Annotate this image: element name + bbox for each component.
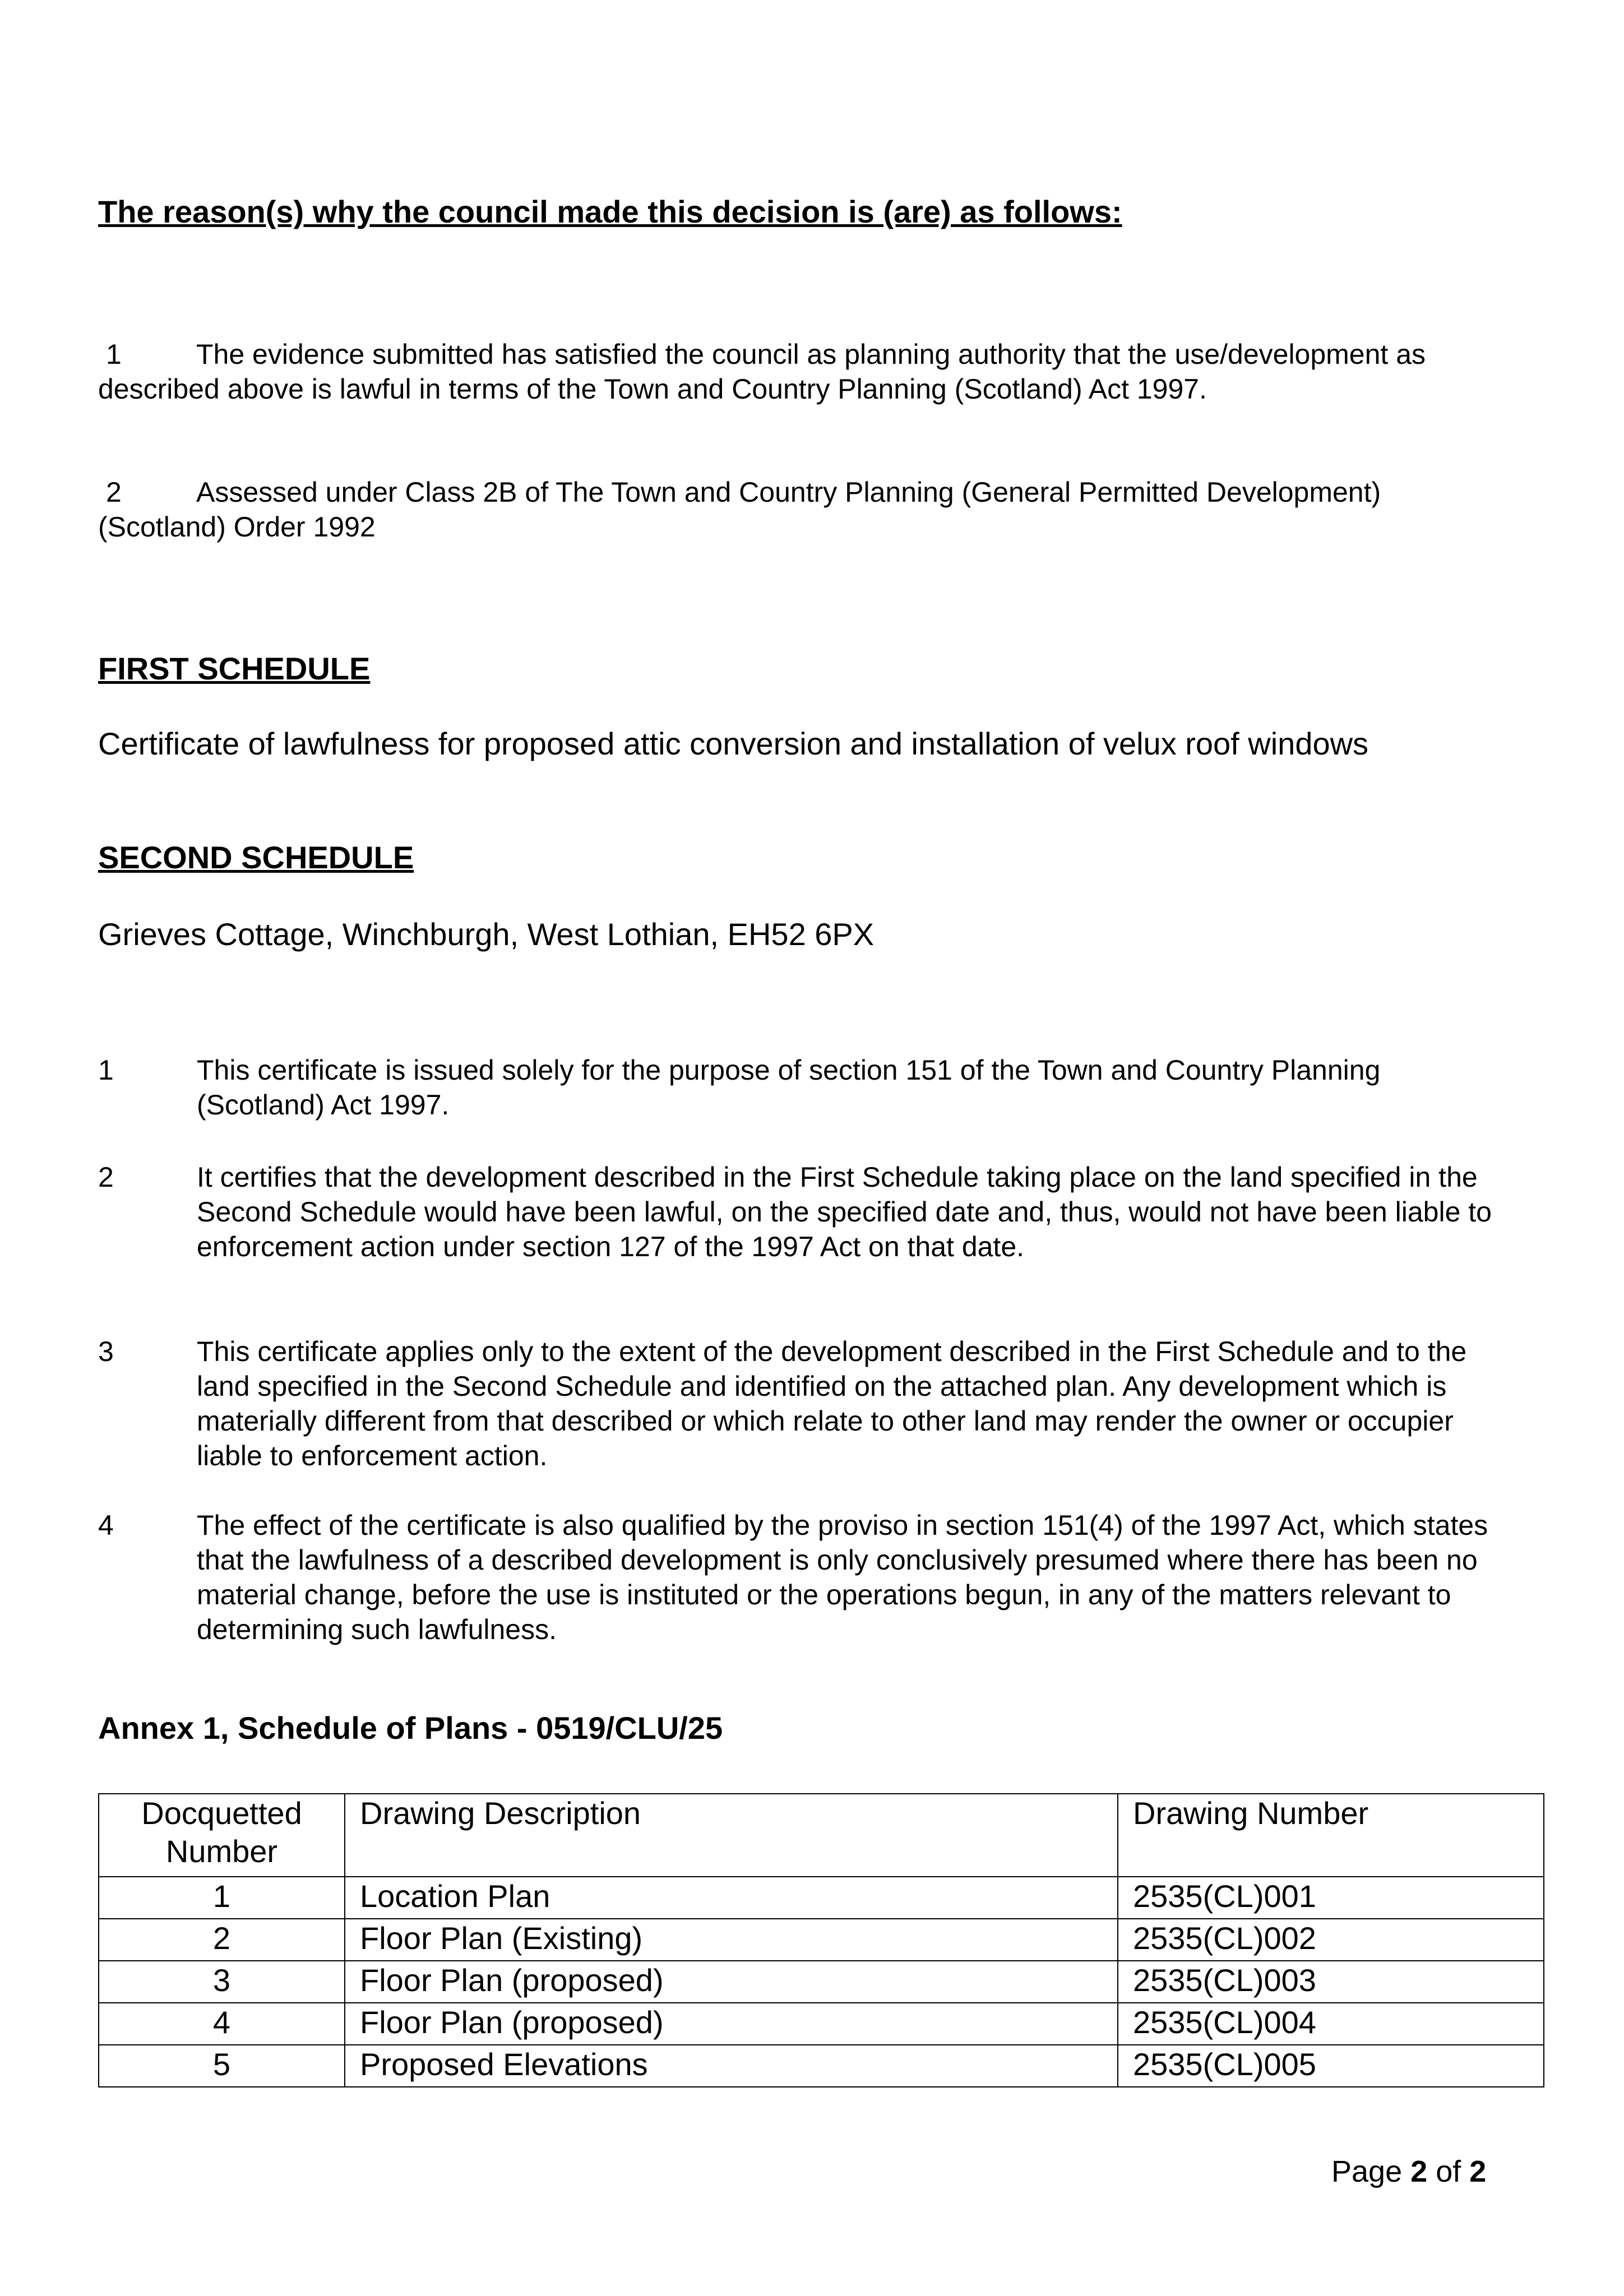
note-text: The effect of the certificate is also qualified by the proviso in section 151(4) of the 1997 Act, which states that the lawfulness of a described development is only conclusively presumed where there has been no material change, before the use is instituted or the operations begun, in any of the matters relevant to determining such lawfulness. xyxy=(197,1510,1488,1645)
table-row xyxy=(99,1919,1544,1961)
drawing-number-cell: 2535(CL)001 xyxy=(1118,1877,1544,1919)
second-schedule-heading: SECOND SCHEDULE xyxy=(98,840,414,875)
table-row xyxy=(99,2045,1544,2087)
note-number: 1 xyxy=(98,1054,114,1086)
docquetted-number-cell: 2 xyxy=(99,1919,345,1961)
reason-number: 2 xyxy=(106,476,122,508)
annex-title: Annex 1, Schedule of Plans - 0519/CLU/25 xyxy=(98,1710,723,1746)
note-number: 2 xyxy=(98,1161,114,1193)
note-text: It certifies that the development described in the First Schedule taking place on the land specified in the Second Schedule would have been lawful, on the specified date and, thus, would not have been liable to enforcement action under section 127 of the 1997 Act on that date. xyxy=(197,1161,1492,1262)
note-item-2 xyxy=(98,1160,1494,1264)
docquetted-number-cell: 1 xyxy=(99,1877,345,1919)
reasons-heading: The reason(s) why the council made this decision is (are) as follows: xyxy=(98,194,1122,229)
header-drawing-number: Drawing Number xyxy=(1118,1794,1544,1877)
table-row xyxy=(99,2003,1544,2045)
drawing-number-cell: 2535(CL)002 xyxy=(1118,1919,1544,1961)
note-item-4 xyxy=(98,1508,1494,1647)
drawing-number-cell: 2535(CL)004 xyxy=(1118,2003,1544,2045)
note-item-1 xyxy=(98,1053,1494,1122)
drawing-number-cell: 2535(CL)003 xyxy=(1118,1961,1544,2003)
note-number: 3 xyxy=(98,1336,114,1367)
page-word: Page xyxy=(1331,2155,1403,2188)
header-drawing-description: Drawing Description xyxy=(345,1794,1118,1877)
total-pages: 2 xyxy=(1469,2155,1487,2188)
reason-text: The evidence submitted has satisfied the council as planning authority that the use/development as described above is lawful in terms of the Town and Country Planning (Scotland) Act 1997. xyxy=(98,339,1426,405)
reason-number: 1 xyxy=(106,339,122,370)
note-text: This certificate is issued solely for the purpose of section 151 of the Town and Country Planning (Scotland) Act 1997. xyxy=(197,1054,1381,1121)
reason-item-1 xyxy=(98,337,1494,406)
docquetted-number-cell: 4 xyxy=(99,2003,345,2045)
drawing-description-cell: Location Plan xyxy=(345,1877,1118,1919)
first-schedule-heading: FIRST SCHEDULE xyxy=(98,651,371,686)
page-number xyxy=(1331,2154,1486,2189)
second-schedule-text: Grieves Cottage, Winchburgh, West Lothian, EH52 6PX xyxy=(98,916,875,952)
note-number: 4 xyxy=(98,1510,114,1541)
first-schedule-text: Certificate of lawfulness for proposed attic conversion and installation of velux roof windows xyxy=(98,726,1369,761)
docquetted-number-cell: 5 xyxy=(99,2045,345,2087)
note-item-3 xyxy=(98,1334,1494,1473)
reason-text: Assessed under Class 2B of The Town and Country Planning (General Permitted Development) (Scotland) Order 1992 xyxy=(98,476,1381,543)
reason-item-2 xyxy=(98,475,1494,544)
drawing-description-cell: Proposed Elevations xyxy=(345,2045,1118,2087)
table-header-row xyxy=(99,1794,1544,1877)
table-row xyxy=(99,1961,1544,2003)
drawing-number-cell: 2535(CL)005 xyxy=(1118,2045,1544,2087)
docquetted-number-cell: 3 xyxy=(99,1961,345,2003)
of-word: of xyxy=(1436,2155,1461,2188)
schedule-of-plans-table xyxy=(98,1793,1544,2087)
header-docquetted-number: Docquetted Number xyxy=(99,1794,345,1877)
drawing-description-cell: Floor Plan (proposed) xyxy=(345,1961,1118,2003)
drawing-description-cell: Floor Plan (proposed) xyxy=(345,2003,1118,2045)
table-row xyxy=(99,1877,1544,1919)
note-text: This certificate applies only to the extent of the development described in the First Schedule and to the land specified in the Second Schedule and identified on the attached plan. Any development which is materially different from that described or which relate to other land may render the owner or occupier liable to enforcement action. xyxy=(197,1336,1467,1471)
current-page: 2 xyxy=(1410,2155,1428,2188)
drawing-description-cell: Floor Plan (Existing) xyxy=(345,1919,1118,1961)
